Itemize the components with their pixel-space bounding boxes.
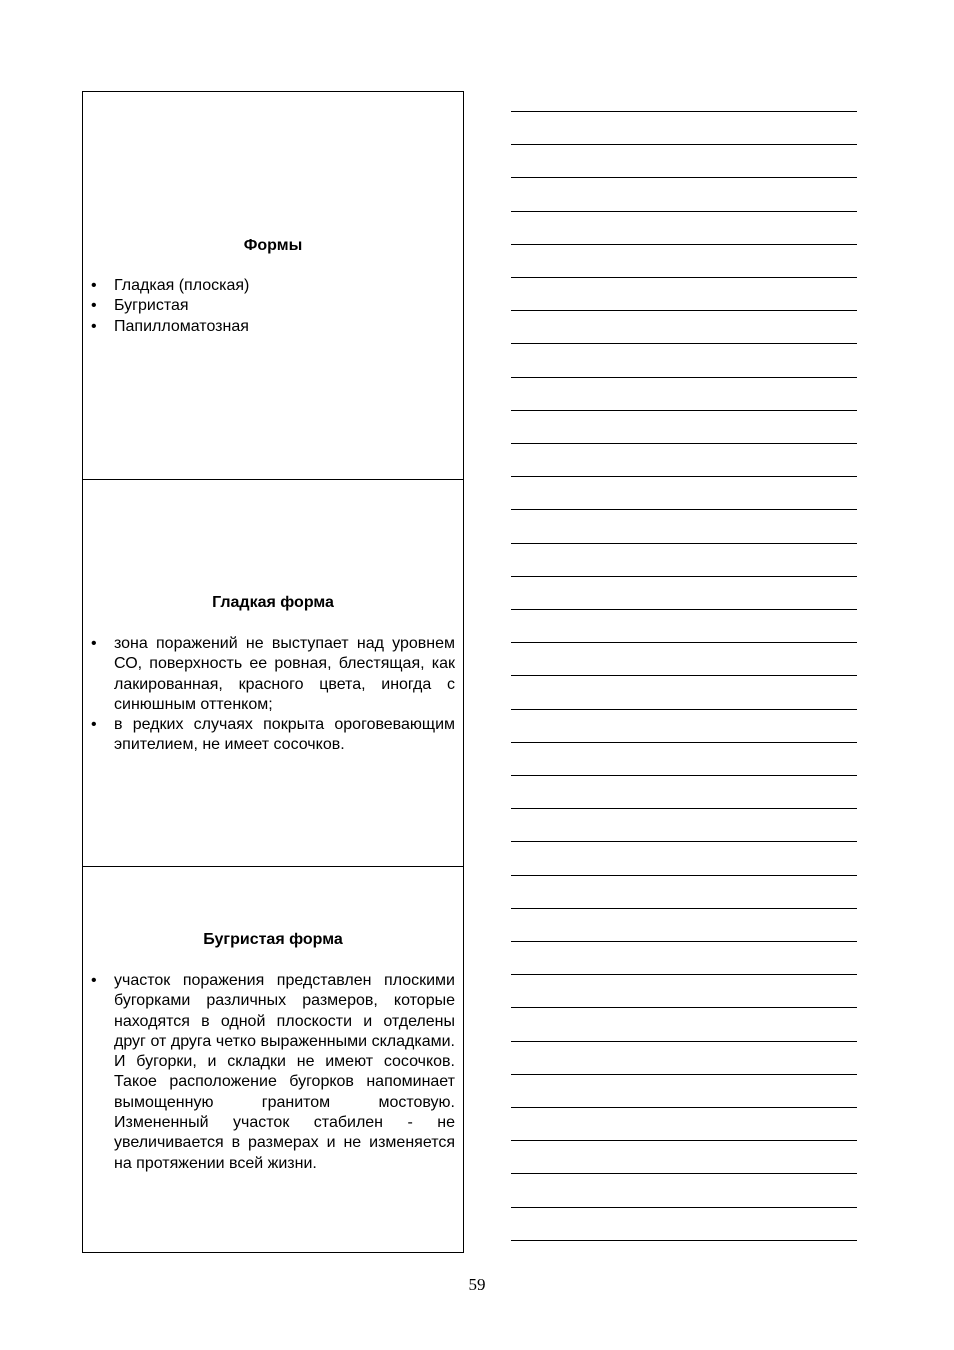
note-line <box>511 1140 857 1141</box>
bullet-icon: • <box>91 716 97 734</box>
note-line <box>511 808 857 809</box>
note-line <box>511 709 857 710</box>
note-line <box>511 642 857 643</box>
note-line <box>511 509 857 510</box>
note-line <box>511 609 857 610</box>
slide-title: Бугристая форма <box>203 931 343 948</box>
note-line <box>511 1007 857 1008</box>
list-item: • участок поражения представлен плоскими бугорками различных размеров, которые находятся в одной плоскости и отделены друг от друга четко выраженными складками. И бугорки, и складки не имеют сосочков. Такое расположение бугорков напоминает вымощенную гранитом мостовую. Измененный участок стабилен - не увеличивается в размерах и не изменяется на протяжении всей жизни. <box>91 972 455 1172</box>
list-item: • зона поражений не выступает над уровнем СО, поверхность ее ровная, блестящая, как лакированная, красного цвета, иногда с синюшным оттенком; <box>91 635 455 713</box>
slide-smooth-form <box>83 479 463 867</box>
note-line <box>511 277 857 278</box>
note-line <box>511 1074 857 1075</box>
bullet-icon: • <box>91 635 97 652</box>
bullet-icon: • <box>91 972 97 989</box>
note-line <box>511 675 857 676</box>
note-line <box>511 742 857 743</box>
note-line <box>511 974 857 975</box>
note-line <box>511 111 857 112</box>
note-line <box>511 144 857 145</box>
note-line <box>511 1240 857 1241</box>
bullet-list <box>83 634 463 756</box>
note-line <box>511 343 857 344</box>
bullet-list <box>83 971 463 1174</box>
bullet-list <box>83 276 463 337</box>
note-line <box>511 941 857 942</box>
note-line <box>511 875 857 876</box>
note-line <box>511 443 857 444</box>
list-item: • в редких случаях покрыта ороговевающим эпителием, не имеет сосочков. <box>91 716 455 754</box>
note-line <box>511 410 857 411</box>
note-line <box>511 841 857 842</box>
note-line <box>511 476 857 477</box>
slide-title: Формы <box>243 237 303 254</box>
note-line <box>511 1207 857 1208</box>
note-line <box>511 1041 857 1042</box>
note-line <box>511 908 857 909</box>
note-line <box>511 310 857 311</box>
note-line <box>511 211 857 212</box>
bullet-icon: • <box>91 277 97 294</box>
bullet-icon: • <box>91 297 97 315</box>
slide-tuberous-form <box>83 866 463 1252</box>
note-line <box>511 1107 857 1108</box>
bullet-icon: • <box>91 317 97 335</box>
note-line <box>511 775 857 776</box>
slides-column <box>82 91 464 1253</box>
note-line <box>511 576 857 577</box>
note-line <box>511 543 857 544</box>
slide-title: Гладкая форма <box>212 594 334 611</box>
note-line <box>511 177 857 178</box>
list-item: • Гладкая (плоская) <box>83 276 463 296</box>
list-item: • Бугристая <box>83 296 463 316</box>
note-line <box>511 377 857 378</box>
slide-forms <box>83 92 463 480</box>
note-line <box>511 244 857 245</box>
note-line <box>511 1173 857 1174</box>
list-item: • Папилломатозная <box>83 317 463 337</box>
page-number: 59 <box>468 1275 486 1294</box>
